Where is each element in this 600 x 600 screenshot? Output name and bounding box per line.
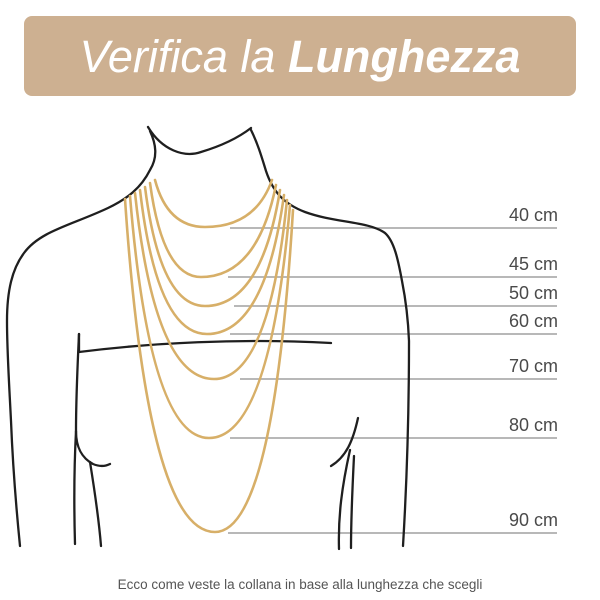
left-breast-line (76, 334, 110, 466)
left-neck-shoulder-arm-line (7, 131, 155, 546)
length-label-80cm: 80 cm (508, 415, 558, 435)
body-outline (7, 127, 409, 549)
length-label-50cm: 50 cm (508, 283, 558, 303)
necklace-40cm (155, 180, 272, 227)
length-label-60cm: 60 cm (508, 311, 558, 331)
left-inner-arm-line-1 (74, 431, 76, 544)
right-inner-arm-line-1 (339, 450, 350, 549)
necklaces (125, 180, 293, 532)
page-title-bold: Lunghezza (287, 30, 521, 82)
footer-caption: Ecco come veste la collana in base alla lunghezza che scegli (117, 577, 483, 592)
length-label-45cm: 45 cm (508, 254, 558, 274)
length-label-40cm: 40 cm (508, 205, 558, 225)
right-inner-arm-line-2 (351, 456, 354, 548)
length-label-90cm: 90 cm (508, 510, 558, 530)
length-label-70cm: 70 cm (508, 356, 558, 376)
left-inner-arm-line-2 (90, 462, 101, 546)
necklace-45cm (150, 183, 276, 277)
chest-line (79, 341, 331, 352)
chin-line (148, 127, 251, 154)
page-title-regular: Verifica la (79, 30, 288, 82)
